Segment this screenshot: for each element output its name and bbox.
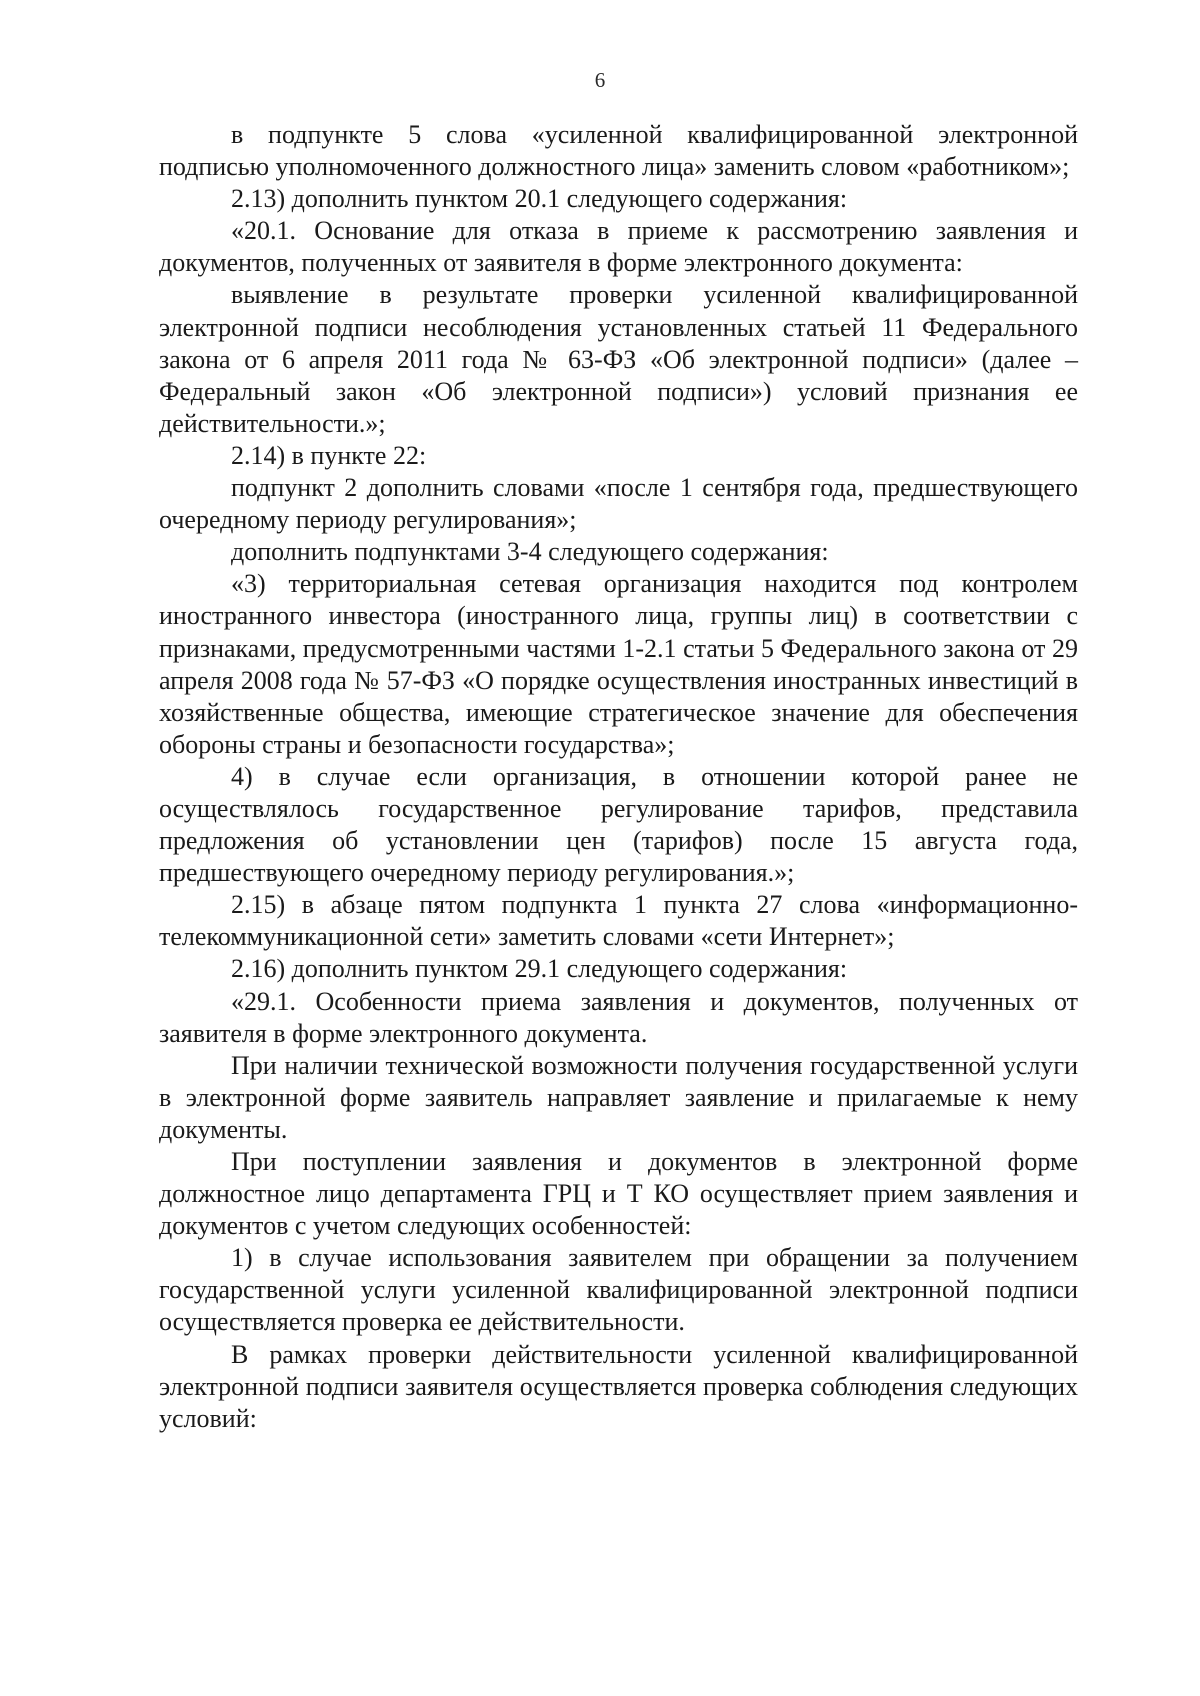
paragraph: 2.14) в пункте 22: [231,440,427,470]
paragraph: «29.1. Особенности приема заявления и документов, полученных от заявителя в форме электронного документа. [159,986,1078,1048]
paragraph: В рамках проверки действительности усиленной квалифицированной электронной подписи заявителя осуществляется проверка соблюдения следующих условий: [159,1339,1078,1433]
paragraph: 1) в случае использования заявителем при обращении за получением государственной услуги усиленной квалифицированной электронной подписи осуществляется проверка ее действительности. [159,1243,1078,1337]
document-body [159,119,1078,1435]
paragraph: 4) в случае если организация, в отношении которой ранее не осуществлялось государственное регулирование тарифов, представила предложения об установлении цен (тарифов) после 15 августа года, предшествующего очередному периоду регулирования.»; [159,761,1078,888]
page-number: 6 [594,68,606,92]
paragraph: в подпункте 5 слова «усиленной квалифицированной электронной подписью уполномоченного должностного лица» заменить словом «работником»; [159,120,1078,182]
paragraph: «3) территориальная сетевая организация находится под контролем иностранного инвестора (иностранного лица, группы лиц) в соответствии с признаками, предусмотренными частями 1-2.1 статьи 5 Федерального закона от 29 апреля 2008 года № 57-ФЗ «О порядке осуществления иностранных инвестиций в хозяйственные общества, имеющие стратегическое значение для обеспечения обороны страны и безопасности государства»; [159,569,1078,759]
paragraph: 2.15) в абзаце пятом подпункта 1 пункта 27 слова «информационно-телекоммуникационной сети» заметить словами «сети Интернет»; [159,890,1078,952]
paragraph: 2.13) дополнить пунктом 20.1 следующего содержания: [231,184,848,214]
paragraph: При наличии технической возможности получения государственной услуги в электронной форме заявитель направляет заявление и прилагаемые к нему документы. [159,1050,1078,1144]
paragraph: подпункт 2 дополнить словами «после 1 сентября года, предшествующего очередному периоду регулирования»; [159,473,1078,535]
paragraph: выявление в результате проверки усиленной квалифицированной электронной подписи несоблюдения установленных статьей 11 Федерального закона от 6 апреля 2011 года № 63-ФЗ «Об электронной подписи» (далее – Федеральный закон «Об электронной подписи») условий признания ее действительности.»; [159,280,1078,438]
paragraph: 2.16) дополнить пунктом 29.1 следующего содержания: [231,954,848,984]
paragraph: дополнить подпунктами 3-4 следующего содержания: [231,537,829,567]
paragraph: При поступлении заявления и документов в электронной форме должностное лицо департамента ГРЦ и Т КО осуществляет прием заявления и документов с учетом следующих особенностей: [159,1147,1078,1241]
paragraph: «20.1. Основание для отказа в приеме к рассмотрению заявления и документов, полученных от заявителя в форме электронного документа: [159,216,1078,278]
